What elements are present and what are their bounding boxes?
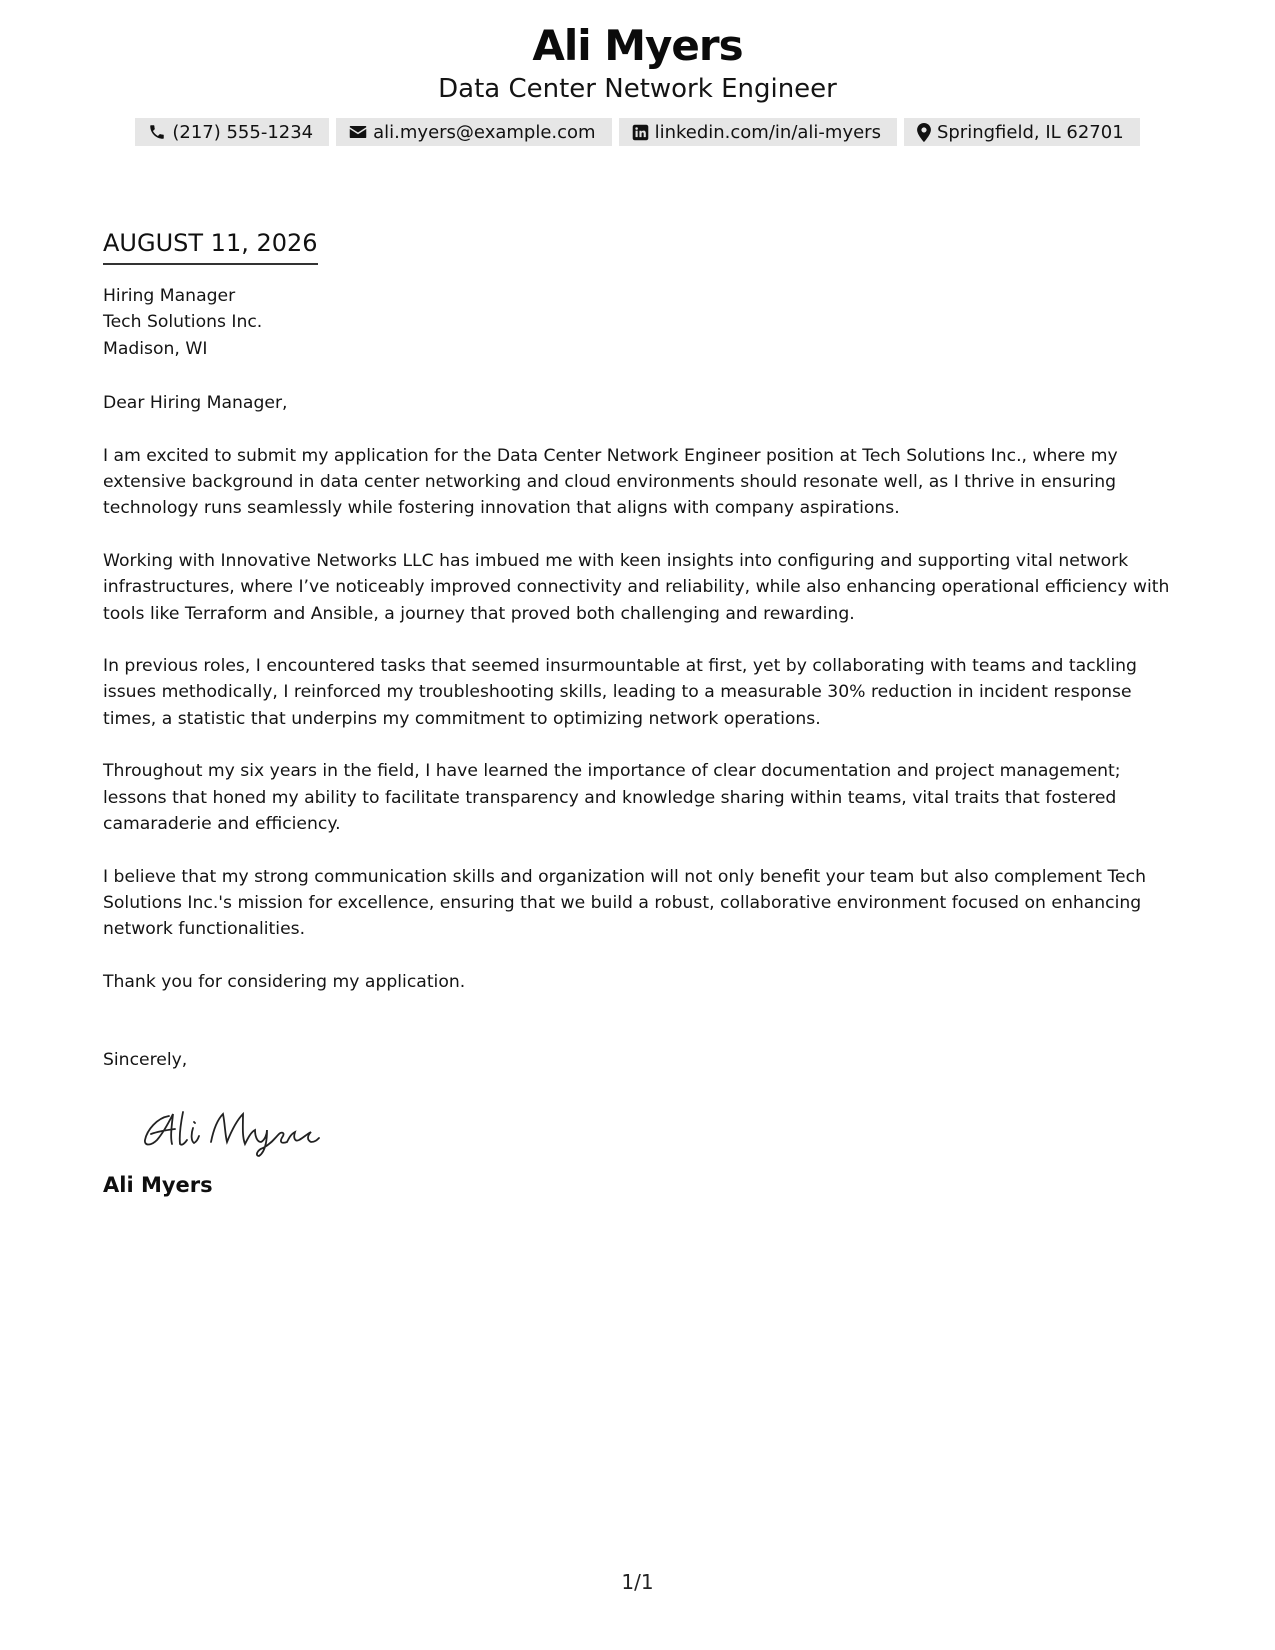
location-chip [904,118,1140,146]
linkedin-text[interactable]: linkedin.com/in/ali-myers [654,121,881,143]
email-chip[interactable] [336,118,611,146]
letter-date: AUGUST 11, 2026 [103,226,318,265]
letter-body [103,226,1178,1198]
signer-name: Ali Myers [103,1172,213,1197]
paragraph-1: I am excited to submit my application for the Data Center Network Engineer position at Tech Solutions Inc., where my extensive background in data center networking and cloud environments should resonate well, as I thrive in ensuring technology runs seamlessly while fostering innovation that aligns with company aspirations. [103,445,1118,519]
recipient-title: Hiring Manager [103,286,236,306]
closing: Sincerely, [103,1050,188,1071]
linkedin-icon [632,124,649,141]
paragraph-5: I believe that my strong communication skills and organization will not only benefit your team but also complement Tech Solutions Inc.'s mission for excellence, ensuring that we build a robust, collaborative environment focused on enhancing network functionalities. [103,866,1146,940]
contact-bar [0,118,1275,146]
phone-chip [135,118,329,146]
paragraph-3: In previous roles, I encountered tasks that seemed insurmountable at first, yet by collaborating with teams and tackling issues methodically, I reinforced my troubleshooting skills, leading to a measurable 30% reduction in incident response times, a statistic that underpins my commitment to optimizing network operations. [103,656,1137,729]
page-number: 1/1 [621,1570,654,1594]
envelope-icon [349,124,367,140]
map-pin-icon [917,123,931,142]
recipient-block [103,283,1178,362]
letter-header [0,20,1275,146]
phone-icon [148,123,166,141]
paragraph-2: Working with Innovative Networks LLC has imbued me with keen insights into configuring and supporting vital network infrastructures, where I’ve noticeably improved connectivity and reliability, while also enhancing operational efficiency with tools like Terraform and Ansible, a journey that proved both challenging and rewarding. [103,550,1170,624]
job-title: Data Center Network Engineer [438,74,837,104]
email-text[interactable]: ali.myers@example.com [373,121,596,143]
phone-text: (217) 555-1234 [172,121,314,143]
applicant-name: Ali Myers [532,21,743,70]
salutation: Dear Hiring Manager, [103,393,288,414]
recipient-company: Tech Solutions Inc. [103,312,263,333]
closing-thanks: Thank you for considering my application. [103,971,466,992]
recipient-location: Madison, WI [103,338,208,359]
linkedin-chip[interactable] [619,118,897,146]
paragraph-4: Throughout my six years in the field, I have learned the importance of clear documentation and project management; lessons that honed my ability to facilitate transparency and knowledge sharing within teams, vital traits that fostered camaraderie and efficiency. [103,761,1121,835]
handwritten-signature [139,1098,1178,1158]
location-text: Springfield, IL 62701 [936,121,1124,143]
